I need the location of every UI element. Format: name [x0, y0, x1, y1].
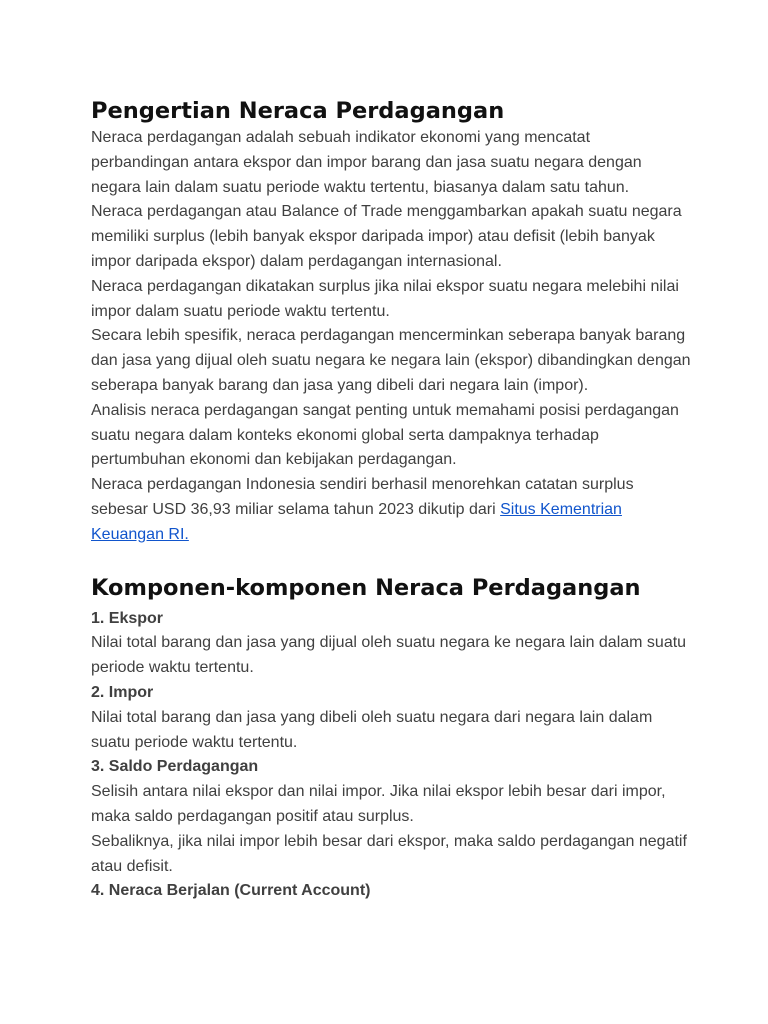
subheading-ekspor: 1. Ekspor	[91, 609, 164, 627]
document-page	[91, 96, 691, 904]
paragraph: Sebaliknya, jika nilai impor lebih besar dari ekspor, maka saldo perdagangan negatif atau defisit.	[91, 832, 687, 875]
kemenkeu-source-link[interactable]: Situs Kementrian Keuangan RI.	[91, 500, 622, 543]
subheading-impor: 2. Impor	[91, 683, 154, 701]
subheading-neraca-berjalan: 4. Neraca Berjalan (Current Account)	[91, 882, 371, 900]
subheading-saldo-perdagangan: 3. Saldo Perdagangan	[91, 758, 259, 776]
paragraph: Selisih antara nilai ekspor dan nilai impor. Jika nilai ekspor lebih besar dari impor, maka saldo perdagangan positif atau surplus.	[91, 783, 666, 825]
paragraph: Neraca perdagangan dikatakan surplus jika nilai ekspor suatu negara melebihi nilai impor dalam suatu periode waktu tertentu.	[91, 277, 679, 320]
paragraph: Neraca perdagangan adalah sebuah indikator ekonomi yang mencatat perbandingan antara ekspor dan impor barang dan jasa suatu negara dengan negara lain dalam suatu periode waktu tertentu, biasanya dalam satu tahun.	[91, 129, 642, 196]
paragraph: Nilai total barang dan jasa yang dijual oleh suatu negara ke negara lain dalam suatu periode waktu tertentu.	[91, 634, 687, 677]
paragraph-with-source-link	[91, 473, 691, 547]
paragraph: Nilai total barang dan jasa yang dibeli oleh suatu negara dari negara lain dalam suatu periode waktu tertentu.	[91, 708, 653, 751]
section-title-komponen: Komponen-komponen Neraca Perdagangan	[91, 574, 641, 601]
paragraph-text: Neraca perdagangan Indonesia sendiri berhasil menorehkan catatan surplus sebesar USD 36,93 miliar selama tahun 2023 dikutip dari	[91, 476, 634, 518]
paragraph: Neraca perdagangan atau Balance of Trade menggambarkan apakah suatu negara memiliki surplus (lebih banyak ekspor daripada impor) atau defisit (lebih banyak impor daripada ekspor) dalam perdagangan internasional.	[91, 203, 682, 270]
paragraph: Analisis neraca perdagangan sangat penting untuk memahami posisi perdagangan suatu negara dalam konteks ekonomi global serta dampaknya terhadap pertumbuhan ekonomi dan kebijakan perdagangan.	[91, 401, 679, 469]
section-title-pengertian: Pengertian Neraca Perdagangan	[91, 98, 505, 124]
paragraph: Secara lebih spesifik, neraca perdagangan mencerminkan seberapa banyak barang dan jasa yang dijual oleh suatu negara ke negara lain (ekspor) dibandingkan dengan seberapa banyak barang dan jasa yang dibeli dari negara lain (impor).	[91, 327, 691, 394]
